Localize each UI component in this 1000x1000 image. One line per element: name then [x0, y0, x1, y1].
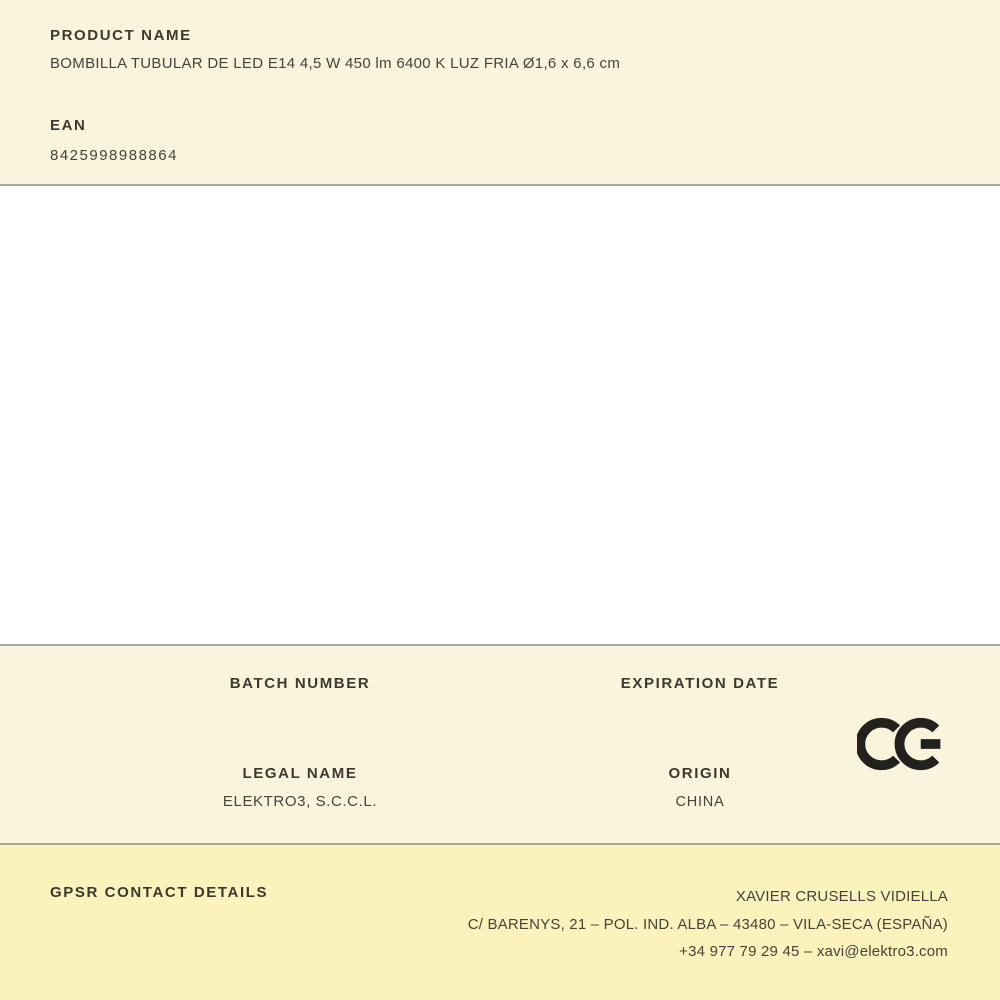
- blank-middle-section: [0, 186, 1000, 646]
- product-name-label: PRODUCT NAME: [50, 27, 192, 44]
- origin-label: ORIGIN: [668, 765, 732, 782]
- origin-value: CHINA: [675, 794, 725, 810]
- ean-label: EAN: [50, 117, 87, 134]
- contact-details-block: [468, 883, 948, 966]
- gpsr-contact-label: GPSR CONTACT DETAILS: [50, 884, 269, 901]
- batch-number-label: BATCH NUMBER: [229, 675, 371, 692]
- legal-name-label: LEGAL NAME: [242, 765, 358, 782]
- product-name-value: BOMBILLA TUBULAR DE LED E14 4,5 W 450 lm 6400 K LUZ FRIA Ø1,6 x 6,6 cm: [50, 55, 621, 72]
- ean-value: 8425998988864: [50, 147, 178, 164]
- ce-mark-icon: [857, 712, 942, 776]
- expiration-date-label: EXPIRATION DATE: [620, 675, 780, 692]
- contact-phone-email: +34 977 79 29 45 – xavi@elektro3.com: [679, 943, 948, 960]
- contact-person-name: XAVIER CRUSELLS VIDIELLA: [735, 888, 948, 905]
- contact-address: C/ BARENYS, 21 – POL. IND. ALBA – 43480 – VILA-SECA (ESPAÑA): [467, 915, 948, 933]
- legal-name-value: ELEKTRO3, S.C.C.L.: [222, 793, 378, 810]
